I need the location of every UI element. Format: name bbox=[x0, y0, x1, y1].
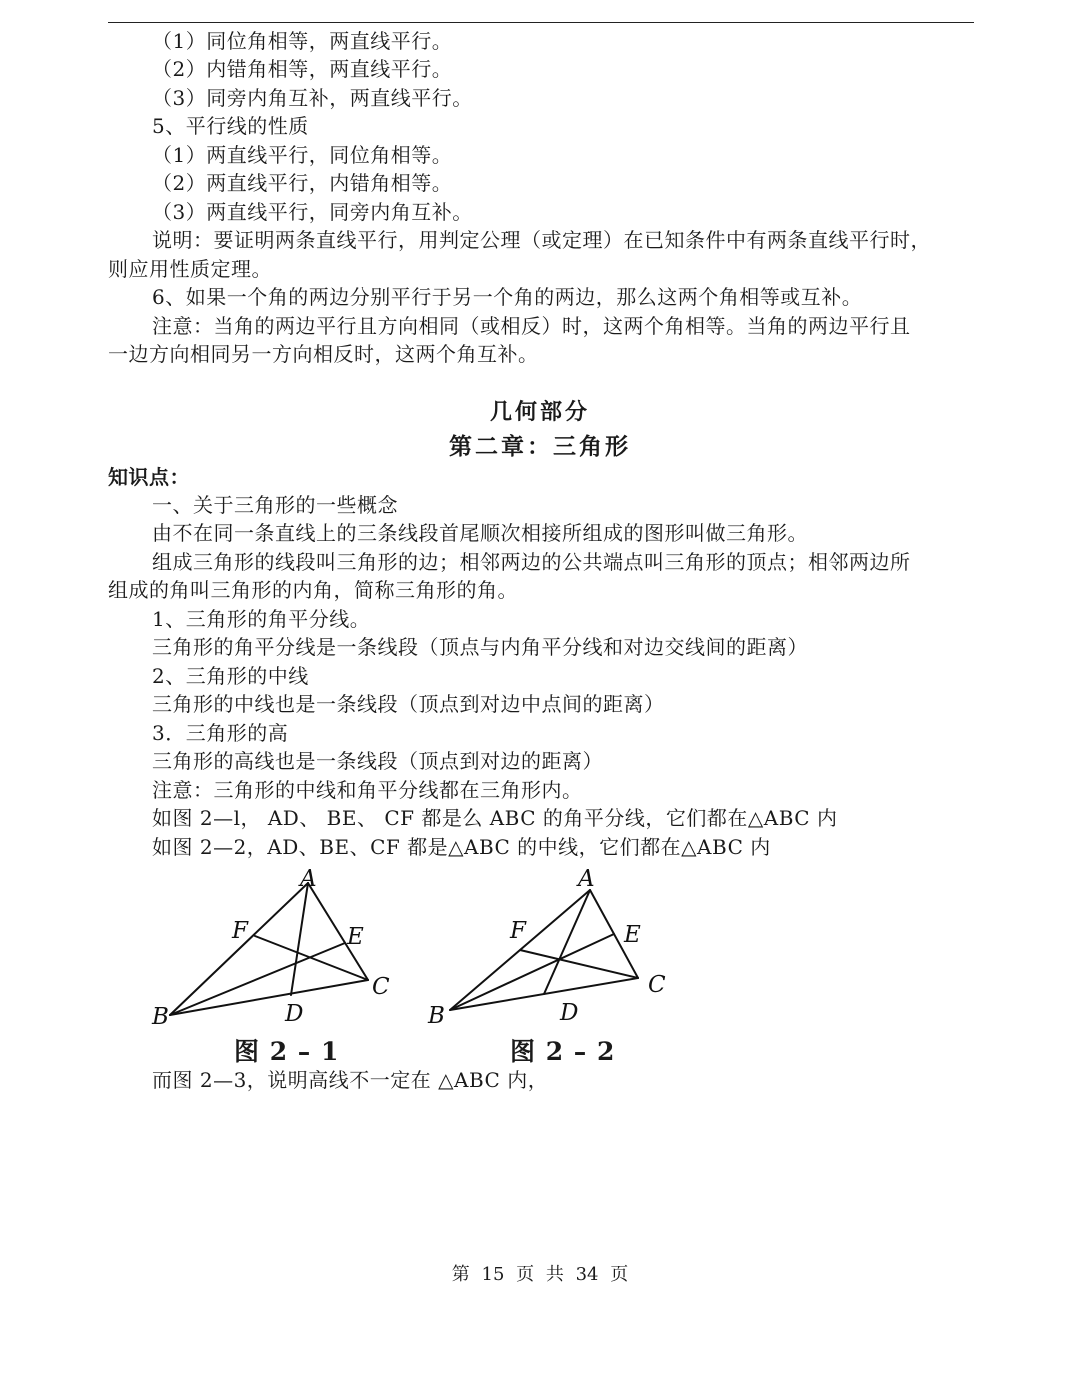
text-line: 1、三角形的角平分线。 bbox=[152, 607, 371, 631]
point-f-label: F bbox=[510, 918, 526, 944]
point-b-label: B bbox=[152, 1004, 169, 1030]
text-line: 5、平行线的性质 bbox=[152, 114, 309, 138]
point-c-label: C bbox=[372, 974, 390, 1000]
text-line: （3）两直线平行，同旁内角互补。 bbox=[152, 200, 473, 224]
header-rule bbox=[108, 22, 974, 23]
text-line: 则应用性质定理。 bbox=[108, 257, 272, 281]
text-line: （2）两直线平行，内错角相等。 bbox=[152, 171, 453, 195]
text-line: 而图 2—3，说明高线不一定在 △ABC 内， bbox=[152, 1068, 549, 1092]
text-line: （1）同位角相等，两直线平行。 bbox=[152, 29, 453, 53]
bisector-be bbox=[170, 943, 345, 1015]
figure-2-2-caption: 图 2 – 2 bbox=[510, 1037, 616, 1066]
chapter-title: 第二章：三角形 bbox=[449, 433, 631, 460]
text-line: 三角形的高线也是一条线段（顶点到对边的距离） bbox=[152, 749, 603, 773]
text-line: 一边方向相同另一方向相反时，这两个角互补。 bbox=[108, 342, 539, 366]
point-f-label: F bbox=[232, 918, 248, 944]
text-line: （3）同旁内角互补，两直线平行。 bbox=[152, 86, 473, 110]
text-line: 2、三角形的中线 bbox=[152, 664, 309, 688]
point-e-label: E bbox=[347, 924, 364, 950]
point-d-label: D bbox=[560, 1000, 579, 1026]
text-line: 组成的角叫三角形的内角，简称三角形的角。 bbox=[108, 578, 518, 602]
point-a-label: A bbox=[578, 866, 595, 892]
text-line: 三角形的中线也是一条线段（顶点到对边中点间的距离） bbox=[152, 692, 665, 716]
point-e-label: E bbox=[624, 922, 641, 948]
text-line: 6、如果一个角的两边分别平行于另一个角的两边，那么这两个角相等或互补。 bbox=[152, 285, 863, 309]
text-line: 一、关于三角形的一些概念 bbox=[152, 493, 398, 517]
page-footer: 第 15 页 共 34 页 bbox=[451, 1264, 629, 1285]
text-line: 三角形的角平分线是一条线段（顶点与内角平分线和对边交线间的距离） bbox=[152, 635, 808, 659]
text-line: 如图 2—2，AD、BE、CF 都是△ABC 的中线，它们都在△ABC 内 bbox=[152, 835, 771, 859]
text-line: （1）两直线平行，同位角相等。 bbox=[152, 143, 453, 167]
text-line: 注意：当角的两边平行且方向相同（或相反）时，这两个角相等。当角的两边平行且 bbox=[152, 314, 911, 338]
point-b-label: B bbox=[428, 1003, 445, 1029]
knowledge-heading: 知识点： bbox=[108, 465, 190, 489]
figure-2-2 bbox=[420, 860, 700, 1040]
bisector-ad bbox=[291, 883, 308, 995]
text-line: 组成三角形的线段叫三角形的边；相邻两边的公共端点叫三角形的顶点；相邻两边所 bbox=[152, 550, 911, 574]
text-line: 注意：三角形的中线和角平分线都在三角形内。 bbox=[152, 778, 583, 802]
text-line: 由不在同一条直线上的三条线段首尾顺次相接所组成的图形叫做三角形。 bbox=[152, 521, 808, 545]
point-c-label: C bbox=[648, 972, 666, 998]
text-line: 如图 2—l， AD、 BE、 CF 都是么 ABC 的角平分线，它们都在△ABC 内 bbox=[152, 806, 838, 830]
median-cf bbox=[520, 950, 638, 978]
section-title: 几何部分 bbox=[489, 399, 590, 425]
figure-2-1-caption: 图 2 – 1 bbox=[234, 1037, 340, 1066]
point-d-label: D bbox=[285, 1001, 304, 1027]
text-line: （2）内错角相等，两直线平行。 bbox=[152, 57, 453, 81]
text-line: 说明：要证明两条直线平行，用判定公理（或定理）在已知条件中有两条直线平行时， bbox=[152, 228, 931, 252]
figure-2-1 bbox=[140, 860, 420, 1040]
text-line: 3．三角形的高 bbox=[152, 721, 289, 745]
median-be bbox=[450, 934, 614, 1010]
median-ad bbox=[544, 890, 590, 994]
point-a-label: A bbox=[300, 866, 317, 892]
